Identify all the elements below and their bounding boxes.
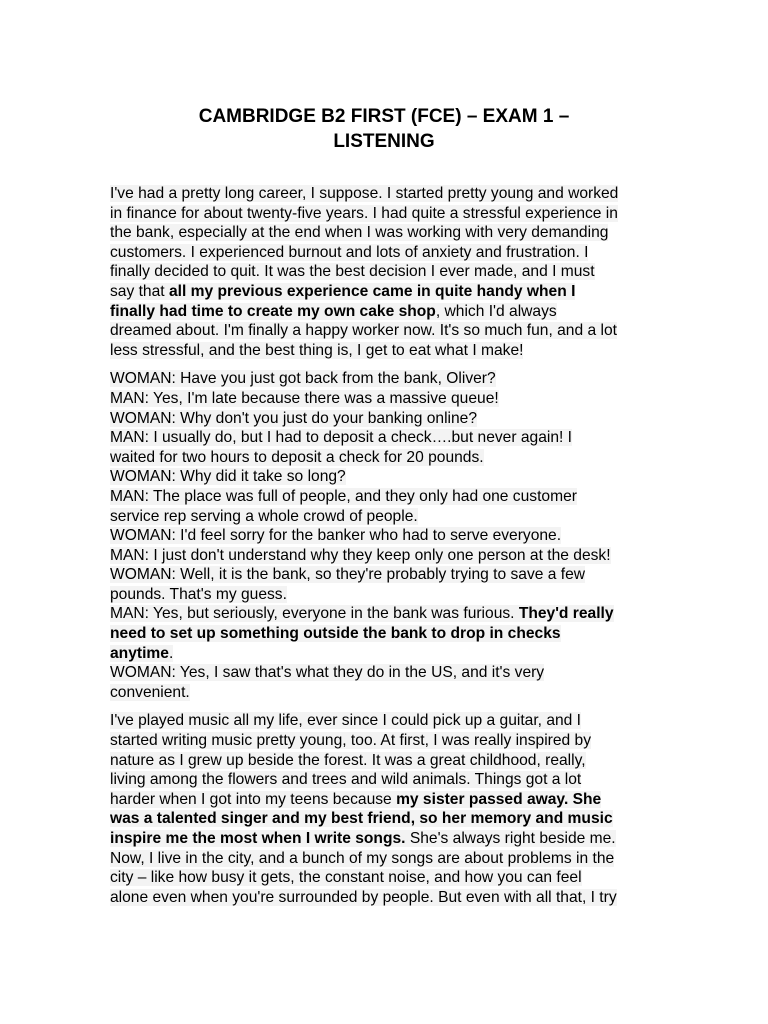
highlighted-answer: my sister passed away. She <box>396 790 602 808</box>
dialogue-line: pounds. That's my guess. <box>110 585 287 603</box>
dialogue-line: MAN: I just don't understand why they keep only one person at the desk! <box>110 546 611 564</box>
dialogue-line: MAN: The place was full of people, and they only had one customer <box>110 487 577 505</box>
highlighted-answer: finally had time to create my own cake shop <box>110 302 436 320</box>
text-line: I've played music all my life, ever since I could pick up a guitar, and I <box>110 712 582 730</box>
text-line: inspire me the most when I write songs. She's always right beside me. <box>110 830 616 847</box>
highlighted-answer: all my previous experience came in quite handy when I <box>168 282 576 300</box>
text-line: started writing music pretty young, too. At first, I was really inspired by <box>110 732 591 750</box>
highlighted-answer: inspire me the most when I write songs. <box>110 830 406 847</box>
dialogue-line <box>110 624 660 644</box>
title-line: LISTENING <box>333 131 435 152</box>
text-line: city – like how busy it gets, the constant noise, and how you can feel <box>110 869 582 887</box>
text-line: the bank, especially at the end when I was working with very demanding <box>110 224 609 242</box>
text-line: living among the flowers and trees and wild animals. Things got a lot <box>110 771 582 789</box>
paragraph-music <box>110 711 660 907</box>
dialogue-line: convenient. <box>110 683 190 701</box>
dialogue-line: MAN: Yes, but seriously, everyone in the bank was furious. They'd really <box>110 605 614 623</box>
text-line: I've had a pretty long career, I suppose. I started pretty young and worked <box>110 185 619 202</box>
text-line: alone even when you're surrounded by people. But even with all that, I try <box>110 888 617 906</box>
paragraph-dialogue-bank <box>110 369 660 702</box>
dialogue-line: MAN: I usually do, but I had to deposit a check….but never again! I <box>110 429 573 447</box>
dialogue-line: MAN: Yes, I'm late because there was a massive queue! <box>110 389 499 407</box>
highlighted-answer: need to set up something outside the bank to drop in checks <box>110 625 561 643</box>
dialogue-line: waited for two hours to deposit a check for 20 pounds. <box>110 448 484 466</box>
text-line: customers. I experienced burnout and lots of anxiety and frustration. I <box>110 243 589 261</box>
dialogue-line: WOMAN: I'd feel sorry for the banker who had to serve everyone. <box>110 527 562 545</box>
document-body <box>110 184 660 916</box>
text-line: harder when I got into my teens because my sister passed away. She <box>110 790 602 808</box>
dialogue-line: WOMAN: Yes, I saw that's what they do in the US, and it's very <box>110 664 545 682</box>
dialogue-line: service rep serving a whole crowd of people. <box>110 507 418 525</box>
highlighted-answer: anytime <box>110 644 169 662</box>
text-line: say that all my previous experience came in quite handy when I <box>110 282 576 300</box>
text-line: nature as I grew up beside the forest. It was a great childhood, really, <box>110 751 586 769</box>
dialogue-line: anytime. <box>110 644 174 662</box>
highlighted-answer: They'd really <box>518 605 614 623</box>
dialogue-line: WOMAN: Why did it take so long? <box>110 468 346 486</box>
text-line <box>110 809 660 829</box>
title-line: CAMBRIDGE B2 FIRST (FCE) – EXAM 1 – <box>198 106 570 127</box>
text-line: dreamed about. I'm finally a happy worker now. It's so much fun, and a lot <box>110 322 617 340</box>
paragraph-career <box>110 184 660 360</box>
text-line: Now, I live in the city, and a bunch of my songs are about problems in the <box>110 849 615 867</box>
text-line: less stressful, and the best thing is, I get to eat what I make! <box>110 341 524 359</box>
text-line: in finance for about twenty-five years. I had quite a stressful experience in <box>110 204 618 222</box>
page-title <box>130 104 638 154</box>
dialogue-line: WOMAN: Well, it is the bank, so they're probably trying to save a few <box>110 566 586 584</box>
highlighted-answer: was a talented singer and my best friend, so her memory and music <box>110 810 613 828</box>
text-line: finally had time to create my own cake shop, which I'd always <box>110 302 557 320</box>
dialogue-line: WOMAN: Why don't you just do your banking online? <box>110 409 478 427</box>
text-line: finally decided to quit. It was the best decision I ever made, and I must <box>110 263 595 281</box>
dialogue-line: WOMAN: Have you just got back from the bank, Oliver? <box>110 370 496 388</box>
